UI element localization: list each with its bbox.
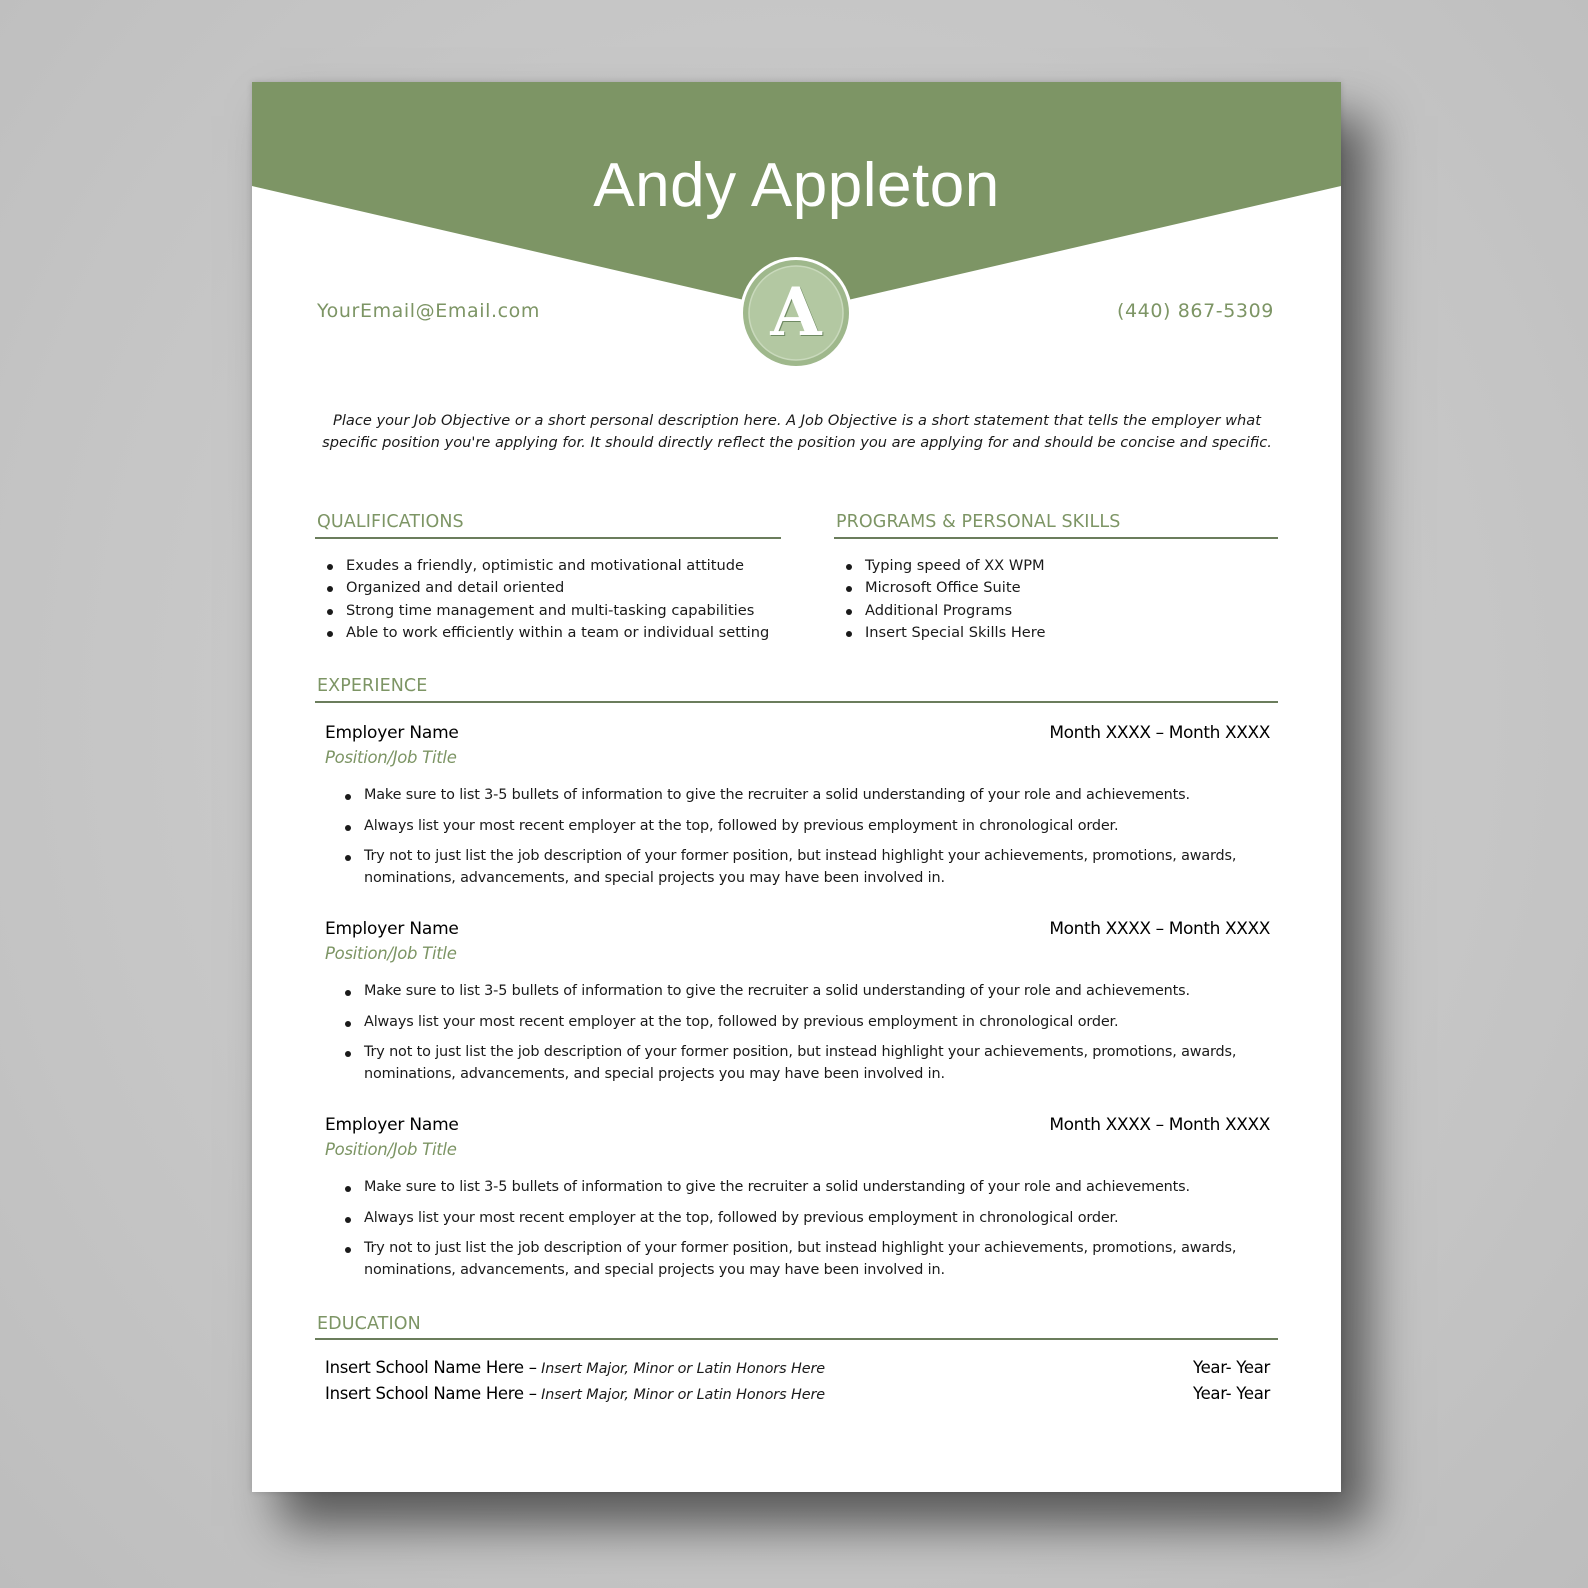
experience-divider xyxy=(315,701,1278,703)
list-item: Always list your most recent employer at the top, followed by previous employment in chronological order. xyxy=(344,816,1244,838)
experience-entry xyxy=(325,1115,1270,1295)
employment-dates: Month XXXX – Month XXXX xyxy=(1049,1115,1270,1135)
employer-name: Employer Name xyxy=(325,723,459,743)
job-title: Position/Job Title xyxy=(325,944,457,963)
experience-entry xyxy=(325,723,1270,903)
list-item: Try not to just list the job description of your former position, but instead highlight your achievements, promotions, awards, nominations, advancements, and special projects you may have been involved in. xyxy=(344,1042,1244,1085)
email-address[interactable]: YourEmail@Email.com xyxy=(317,300,541,322)
list-item: Microsoft Office Suite xyxy=(836,577,1276,599)
resume-page xyxy=(252,82,1341,1492)
skills-divider xyxy=(834,537,1278,539)
education-entry xyxy=(325,1384,1270,1410)
school-name: Insert School Name Here – xyxy=(325,1384,537,1403)
job-objective: Place your Job Objective or a short personal description here. A Job Objective is a short statement that tells the employer what specific position you're applying for. It should directly reflect the position you are applying for and should be concise and specific. xyxy=(322,412,1272,451)
list-item: Always list your most recent employer at the top, followed by previous employment in chronological order. xyxy=(344,1012,1244,1034)
list-item: Strong time management and multi-tasking capabilities xyxy=(317,600,787,622)
education-divider xyxy=(315,1338,1278,1340)
list-item: Try not to just list the job description of your former position, but instead highlight your achievements, promotions, awards, nominations, advancements, and special projects you may have been involved in. xyxy=(344,1238,1244,1281)
list-item: Typing speed of XX WPM xyxy=(836,555,1276,577)
list-item: Make sure to list 3-5 bullets of information to give the recruiter a solid understanding of your role and achievements. xyxy=(344,981,1244,1003)
experience-heading: EXPERIENCE xyxy=(317,676,428,696)
degree-details: Insert Major, Minor or Latin Honors Here xyxy=(541,1387,826,1403)
education-years: Year- Year xyxy=(1192,1384,1270,1403)
degree-details: Insert Major, Minor or Latin Honors Here xyxy=(541,1361,826,1377)
list-item: Additional Programs xyxy=(836,600,1276,622)
employment-dates: Month XXXX – Month XXXX xyxy=(1049,919,1270,939)
list-item: Organized and detail oriented xyxy=(317,577,787,599)
list-item: Insert Special Skills Here xyxy=(836,622,1276,644)
job-title: Position/Job Title xyxy=(325,748,457,767)
education-entry xyxy=(325,1358,1270,1384)
qualifications-heading: QUALIFICATIONS xyxy=(317,512,464,532)
list-item: Try not to just list the job description of your former position, but instead highlight your achievements, promotions, awards, nominations, advancements, and special projects you may have been involved in. xyxy=(344,846,1244,889)
list-item: Exudes a friendly, optimistic and motivational attitude xyxy=(317,555,787,577)
employer-name: Employer Name xyxy=(325,1115,459,1135)
employer-name: Employer Name xyxy=(325,919,459,939)
list-item: Able to work efficiently within a team or individual setting xyxy=(317,622,787,644)
phone-number[interactable]: (440) 867-5309 xyxy=(1116,300,1274,322)
monogram-letter: A xyxy=(770,273,822,351)
qualifications-list xyxy=(317,555,787,645)
employment-dates: Month XXXX – Month XXXX xyxy=(1049,723,1270,743)
education-years: Year- Year xyxy=(1192,1358,1270,1377)
job-title: Position/Job Title xyxy=(325,1140,457,1159)
experience-entry xyxy=(325,919,1270,1099)
education-heading: EDUCATION xyxy=(317,1314,421,1334)
skills-list xyxy=(836,555,1276,645)
job-bullets xyxy=(344,981,1244,1094)
list-item: Make sure to list 3-5 bullets of information to give the recruiter a solid understanding of your role and achievements. xyxy=(344,1177,1244,1199)
candidate-name: Andy Appleton xyxy=(593,151,1000,220)
qualifications-divider xyxy=(315,537,781,539)
skills-heading: PROGRAMS & PERSONAL SKILLS xyxy=(836,512,1121,532)
school-name: Insert School Name Here – xyxy=(325,1358,537,1377)
list-item: Always list your most recent employer at the top, followed by previous employment in chronological order. xyxy=(344,1208,1244,1230)
job-bullets xyxy=(344,785,1244,898)
list-item: Make sure to list 3-5 bullets of information to give the recruiter a solid understanding of your role and achievements. xyxy=(344,785,1244,807)
job-bullets xyxy=(344,1177,1244,1290)
